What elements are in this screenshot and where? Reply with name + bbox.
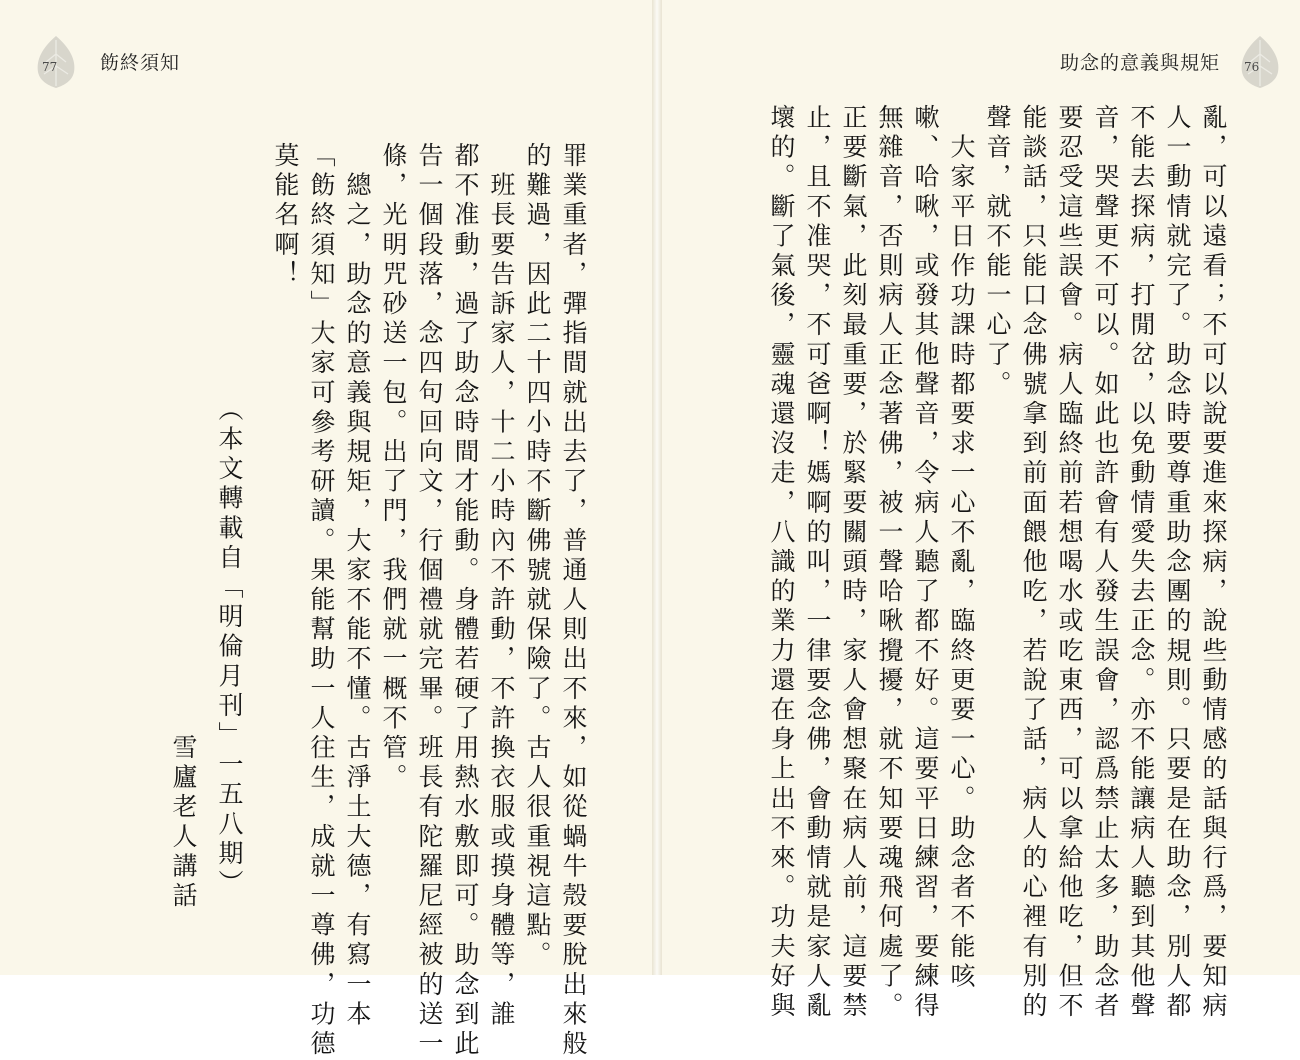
running-title: 助念的意義與規矩 xyxy=(1060,52,1221,74)
page-number: 77 xyxy=(42,60,58,74)
body-column-1: 亂，可以遠看；不可以說要進來探病，說些動情感的話與行爲，要知病 xyxy=(1199,104,1228,1022)
body-column-9: 嗽、哈啾，或發其他聲音，令病人聽了都不好。這要平日練習，要練得 xyxy=(911,104,940,1022)
body-column-2: 人一動情就完了。助念時要尊重助念團的規則。只要是在助念，別人都 xyxy=(1163,104,1192,1022)
body-column-13: 壞的。斷了氣後，靈魂還沒走，八識的業力還在身上出不來。功夫好與 xyxy=(767,104,796,1022)
body-column-4: 都不准動，過了助念時間才能動。身體若硬了用熱水敷即可。助念到此 xyxy=(451,142,480,1060)
author-signature: 雪廬老人講話 xyxy=(169,142,198,912)
body-column-10: 無雜音，否則病人正念著佛，被一聲哈啾攪擾，就不知要魂飛何處了。 xyxy=(875,104,904,1022)
body-column-5: 告一個段落，念四句回向文，行個禮就完畢。班長有陀羅尼經被的送一 xyxy=(415,142,444,1060)
body-column-3: 班長要告訴家人，十二小時內不許動，不許換衣服或摸身體等，誰 xyxy=(487,142,516,1030)
page-number: 76 xyxy=(1244,60,1260,74)
body-column-3: 不能去探病，打閒岔，以免動情愛失去正念。亦不能讓病人聽到其他聲 xyxy=(1127,104,1156,1022)
running-title: 飭終須知 xyxy=(100,52,181,74)
source-note: （本文轉載自「明倫月刊」一五八期） xyxy=(215,142,244,900)
body-column-8: 大家平日作功課時都要求一心不亂，臨終更要一心。助念者不能咳 xyxy=(947,104,976,992)
right-page xyxy=(662,0,1300,1022)
body-column-4: 音，哭聲更不可以。如此也許會有人發生誤會，認爲禁止太多，助念者 xyxy=(1091,104,1120,1022)
body-column-2: 的難過，因此二十四小時不斷佛號就保險了。古人很重視這點。 xyxy=(523,142,552,971)
body-column-12: 止，且不准哭，不可爸啊！媽啊的叫，一律要念佛，會動情就是家人亂 xyxy=(803,104,832,1022)
body-column-6: 能談話，只能口念佛號拿到前面餵他吃，若說了話，病人的心裡有別的 xyxy=(1019,104,1048,1022)
body-column-8: 「飭終須知」大家可參考研讀。果能幫助一人往生，成就一尊佛，功德 xyxy=(307,142,336,1060)
body-column-7: 聲音，就不能一心了。 xyxy=(983,104,1012,400)
body-column-5: 要忍受這些誤會。病人臨終前若想喝水或吃東西，可以拿給他吃，但不 xyxy=(1055,104,1084,1022)
body-column-9: 莫能名啊！ xyxy=(271,142,300,290)
book-gutter xyxy=(652,0,662,975)
body-column-1: 罪業重者，彈指間就出去了，普通人則出不來，如從蝸牛殼要脫出來般 xyxy=(559,142,588,1060)
body-column-7: 總之，助念的意義與規矩，大家不能不懂。古淨土大德，有寫一本 xyxy=(343,142,372,1030)
body-column-11: 正要斷氣，此刻最重要，於緊要關頭時，家人會想聚在病人前，這要禁 xyxy=(839,104,868,1022)
body-column-6: 條，光明咒砂送一包。出了門，我們就一概不管。 xyxy=(379,142,408,794)
